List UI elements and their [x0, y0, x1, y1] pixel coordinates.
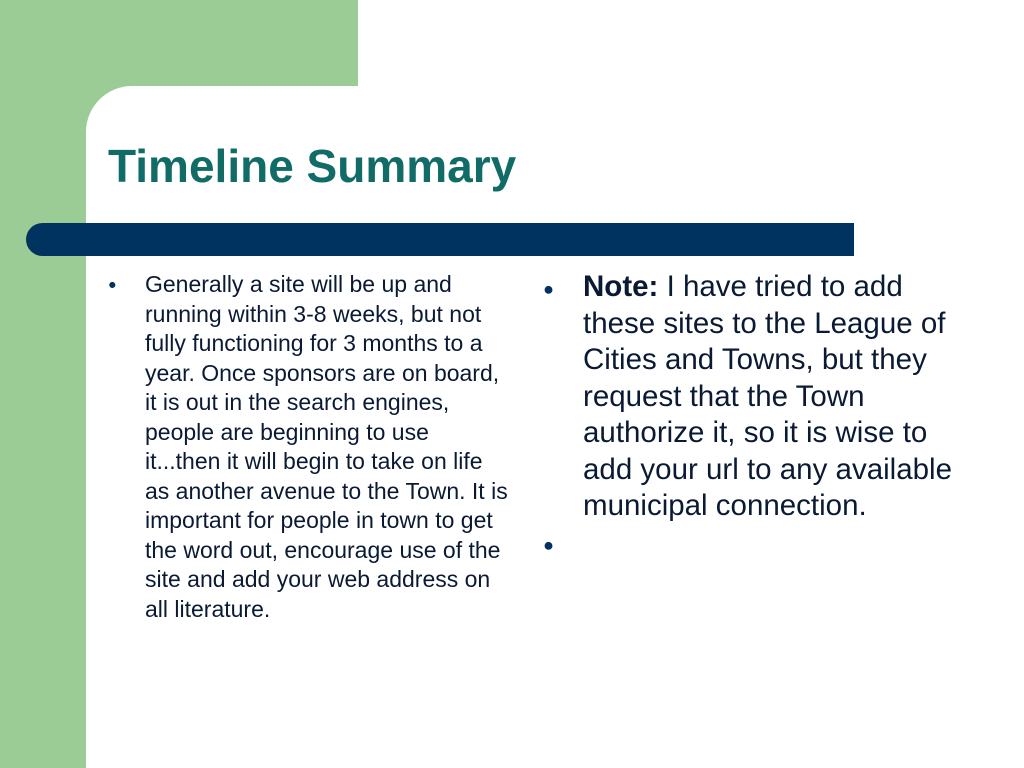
bullet-text: I have tried to add these sites to the League of Cities and Towns, but they request that the Town authorize it, so it is wise to add your url to any available municipal connection. — [583, 270, 952, 522]
right-bullet-list — [543, 269, 953, 561]
title-underline-bar — [26, 223, 854, 256]
slide-title: Timeline Summary — [108, 140, 517, 192]
bullet-icon: ● — [108, 277, 117, 293]
bullet-item — [108, 270, 508, 624]
bullet-item — [543, 269, 953, 525]
bullet-text: Generally a site will be up and running within 3-8 weeks, but not fully functioning for 3 months to a year. Once sponsors are on board, it is out in the search engines, people are beginning to use it...then it will begin to take on life as another avenue to the Town. It is important for people in town to get the word out, encourage use of the site and add your web address on all literature. — [145, 271, 508, 622]
empty-bullet-item — [543, 525, 953, 562]
note-label: Note: — [583, 270, 659, 303]
left-bullet-list — [108, 270, 508, 624]
bullet-icon: ● — [543, 278, 555, 299]
bullet-icon: ● — [543, 533, 555, 555]
